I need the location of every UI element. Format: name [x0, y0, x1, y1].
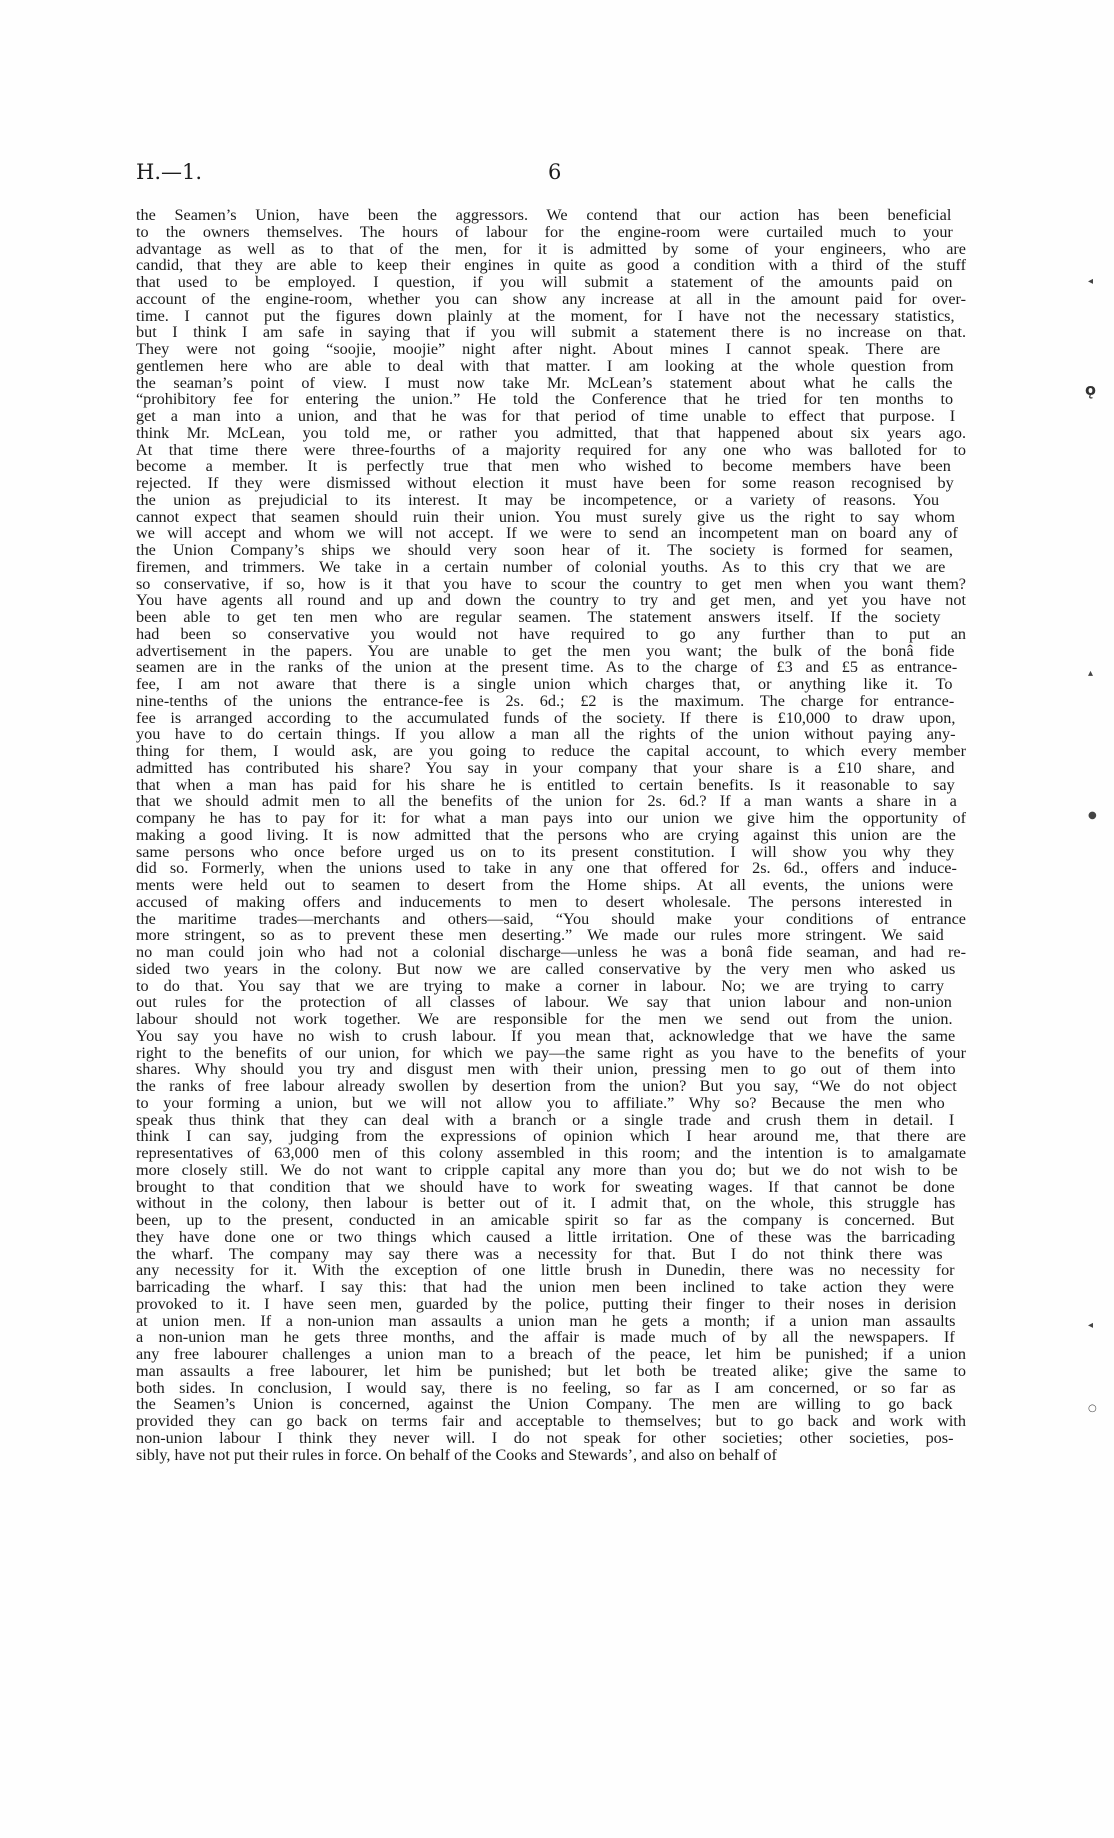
- body-line: the union as prejudicial to its interest. It may be incompetence, or a variety of reasons. You: [136, 490, 940, 509]
- body-line: man assaults a free labourer, let him be punished; but let both be treated alike; give the same to: [136, 1361, 966, 1380]
- body-line: been able to get ten men who are regular seamen. The statement answers itself. If the society: [136, 608, 941, 626]
- body-line: think I can say, judging from the expressions of opinion which I hear around me, that there are: [136, 1127, 966, 1146]
- body-line: the ranks of free labour already swollen by desertion from the union? But you say, “We do not object: [136, 1077, 957, 1095]
- body-line: sibly, have not put their rules in force. On behalf of the Cooks and Stewards’, and also on behalf of: [136, 1445, 777, 1464]
- body-line: been, up to the present, conducted in an amicable spirit so far as the company is concerned. But: [136, 1211, 955, 1229]
- margin-mark: ǫ: [1085, 380, 1096, 399]
- body-line: non-union labour I think they never will. I do not speak for other societies; other societies, pos-: [136, 1428, 954, 1447]
- body-line: admitted has contributed his share? You say in your company that your share is a £10 share, and: [136, 758, 955, 777]
- body-line: right to the benefits of our union, for which we pay—the same right as you have to the benefits of your: [136, 1043, 966, 1062]
- body-line: a non-union man he gets three months, and the affair is made much of by all the newspapers. If: [136, 1328, 955, 1347]
- margin-mark: ○: [1088, 1403, 1097, 1414]
- body-line: to do that. You say that we are trying to make a corner in labour. No; we are trying to carry: [136, 976, 944, 995]
- body-line: we will accept and whom we will not accept. If we were to send an incompetent man on board any of: [136, 524, 958, 543]
- body-line: ments were held out to seamen to desert from the Home ships. At all events, the unions were: [136, 876, 954, 894]
- body-line: to your forming a union, but we will not allow you to affiliate.” Why so? Because the men who: [136, 1093, 945, 1112]
- body-line: get a man into a union, and that he was for that period of time unable to effect that purpose. I: [136, 407, 956, 425]
- body-line: the Seamen’s Union, have been the aggressors. We contend that our action has been beneficial: [136, 206, 952, 224]
- body-line: gentlemen here who are able to deal with that matter. I am looking at the whole question from: [136, 356, 954, 375]
- page-number: 6: [548, 160, 562, 184]
- body-line: out rules for the protection of all classes of labour. We say that union labour and non-union: [136, 993, 952, 1012]
- body-line: provided they can go back on terms fair and acceptable to themselves; but to go back and work with: [136, 1412, 966, 1430]
- body-line: had been so conservative you would not have required to go any further than to put an: [136, 624, 966, 643]
- body-line: advantage as well as to that of the men, for it is admitted by some of your engineers, who are: [136, 239, 966, 258]
- body-line: labour should not work together. We are responsible for the men we send out from the union.: [136, 1010, 953, 1028]
- body-line: candid, that they are able to keep their engines in quite as good a condition with a third of the stuff: [136, 256, 966, 275]
- body-line: shares. Why should you try and disgust men with their union, pressing men to go out of them into: [136, 1060, 956, 1079]
- body-line: thing for them, I would ask, are you going to reduce the capital account, to which every member: [136, 742, 966, 760]
- body-line: company he has to pay for it: for what a man pays into our union we give him the opportunity of: [136, 809, 966, 827]
- body-line: the Seamen’s Union is concerned, against the Union Company. The men are willing to go back: [136, 1395, 953, 1414]
- body-line: making a good living. It is now admitted that the persons who are crying against this union are the: [136, 825, 956, 844]
- margin-mark: ●: [1088, 810, 1097, 821]
- margin-mark: ◂: [1088, 1320, 1094, 1331]
- body-line: they have done one or two things which caused a little irritation. One of these was the barricading: [136, 1227, 956, 1246]
- body-line: no man could join who had not a colonial discharge—unless he was a bonâ fide seaman, and had re-: [136, 943, 966, 961]
- body-line: you have to do certain things. If you allow a man all the rights of the union without paying any-: [136, 725, 956, 744]
- body-line: become a member. It is perfectly true that men who wished to become members have been: [136, 457, 951, 476]
- body-line: seamen are in the ranks of the union at the present time. As to the charge of £3 and £5 as entrance-: [136, 658, 958, 677]
- body-line: fee, I am not aware that there is a single union which charges that, or anything like it. To: [136, 675, 953, 693]
- body-line: rejected. If they were dismissed without election it must have been for some reason recognised by: [136, 474, 954, 492]
- body-line: the Union Company’s ships we should very soon hear of it. The society is formed for seamen,: [136, 541, 953, 559]
- body-line: same persons who once before urged us on to its present constitution. I will show you why they: [136, 842, 955, 861]
- body-line: cannot expect that seamen should ruin their union. You must surely give us the right to say whom: [136, 507, 955, 526]
- body-line: more closely still. We do not want to cripple capital any more than you do; but we do not wish to be: [136, 1160, 958, 1179]
- body-line: any free labourer challenges a union man to a breach of the peace, let him be punished; if a union: [136, 1345, 966, 1363]
- body-line: firemen, and trimmers. We take in a certain number of colonial youths. As to this cry that we are: [136, 557, 946, 576]
- body-line: did so. Formerly, when the unions used to take in any one that offered for 2s. 6d., offers and induce-: [136, 859, 957, 878]
- body-line: that we should admit men to all the benefits of the union for 2s. 6d.? If a man wants a share in a: [136, 792, 957, 811]
- body-line: fee is arranged according to the accumulated funds of the society. If there is £10,000 to draw upon,: [136, 708, 956, 727]
- body-line: more stringent, so as to prevent these men deserting.” We made our rules more stringent. We said: [136, 926, 944, 945]
- body-text: [136, 207, 966, 1463]
- body-line: that used to be employed. I question, if you will submit a statement of the amounts paid on: [136, 273, 953, 291]
- body-line: advertisement in the papers. You are unable to get the men you want; the bulk of the bonâ fide: [136, 641, 955, 660]
- body-line: time. I cannot put the figures down plainly at the moment, for I have not the necessary statistics,: [136, 306, 955, 325]
- body-line: They were not going “soojie, moojie” night after night. About mines I cannot speak. There are: [136, 340, 941, 358]
- margin-mark: ▴: [1088, 668, 1094, 679]
- body-line: the maritime trades—merchants and others—said, “You should make your conditions of entrance: [136, 909, 966, 928]
- body-line: You have agents all round and up and down the country to try and get men, and yet you have not: [136, 591, 966, 610]
- body-line: “prohibitory fee for entering the union.” He told the Conference that he tried for ten months to: [136, 390, 954, 409]
- body-line: at union men. If a non-union man assaults a union man he gets a month; if a union man assaults: [136, 1311, 956, 1330]
- body-line: without in the colony, then labour is better out of it. I admit that, on the whole, this struggle has: [136, 1194, 956, 1213]
- document-reference: H.—1.: [136, 160, 203, 184]
- body-line: account of the engine-room, whether you can show any increase at all in the amount paid for over-: [136, 289, 966, 308]
- body-line: the seaman’s point of view. I must now take Mr. McLean’s statement about what he calls the: [136, 373, 953, 392]
- page-header: [136, 160, 966, 190]
- body-line: so conservative, if so, how is it that you have to scour the country to get men when you want them?: [136, 574, 966, 593]
- body-line: barricading the wharf. I say this: that had the union men been inclined to take action they were: [136, 1278, 954, 1296]
- body-line: provoked to it. I have seen men, guarded by the police, putting their finger to their noses in derision: [136, 1294, 957, 1313]
- body-line: speak thus think that they can deal with a branch or a single trade and crush them in detail. I: [136, 1110, 955, 1129]
- body-line: both sides. In conclusion, I would say, there is no feeling, so far as I am concerned, or so far as: [136, 1378, 956, 1397]
- body-line: accused of making offers and inducements to men to desert wholesale. The persons interested in: [136, 892, 953, 911]
- body-line: brought to that condition that we should have to work for sweating wages. If that cannot be done: [136, 1177, 955, 1196]
- body-line: nine-tenths of the unions the entrance-fee is 2s. 6d.; £2 is the maximum. The charge for entrance-: [136, 691, 955, 710]
- body-line: but I think I am safe in saying that if you will submit a statement there is no increase on that.: [136, 323, 966, 342]
- body-line: representatives of 63,000 men of this colony assembled in this room; and the intention is to amalgamate: [136, 1144, 966, 1162]
- body-line: any necessity for it. With the exception of one little brush in Dunedin, there was no necessity for: [136, 1261, 955, 1280]
- body-line: the wharf. The company may say there was a necessity for that. But I do not think there was: [136, 1244, 943, 1263]
- margin-mark: ◂: [1088, 276, 1094, 287]
- body-line: sided two years in the colony. But now we are called conservative by the very men who asked us: [136, 959, 956, 978]
- body-line: think Mr. McLean, you told me, or rather you admitted, that that happened about six years ago.: [136, 423, 966, 442]
- body-line: that when a man has paid for his share he is entitled to certain benefits. Is it reasonable to say: [136, 775, 955, 794]
- body-line: to the owners themselves. The hours of labour for the engine-room were curtailed much to your: [136, 222, 953, 241]
- body-line: At that time there were three-fourths of a majority required for any one who was balloted for to: [136, 440, 966, 459]
- body-line: You say you have no wish to crush labour. If you mean that, acknowledge that we have the same: [136, 1026, 956, 1045]
